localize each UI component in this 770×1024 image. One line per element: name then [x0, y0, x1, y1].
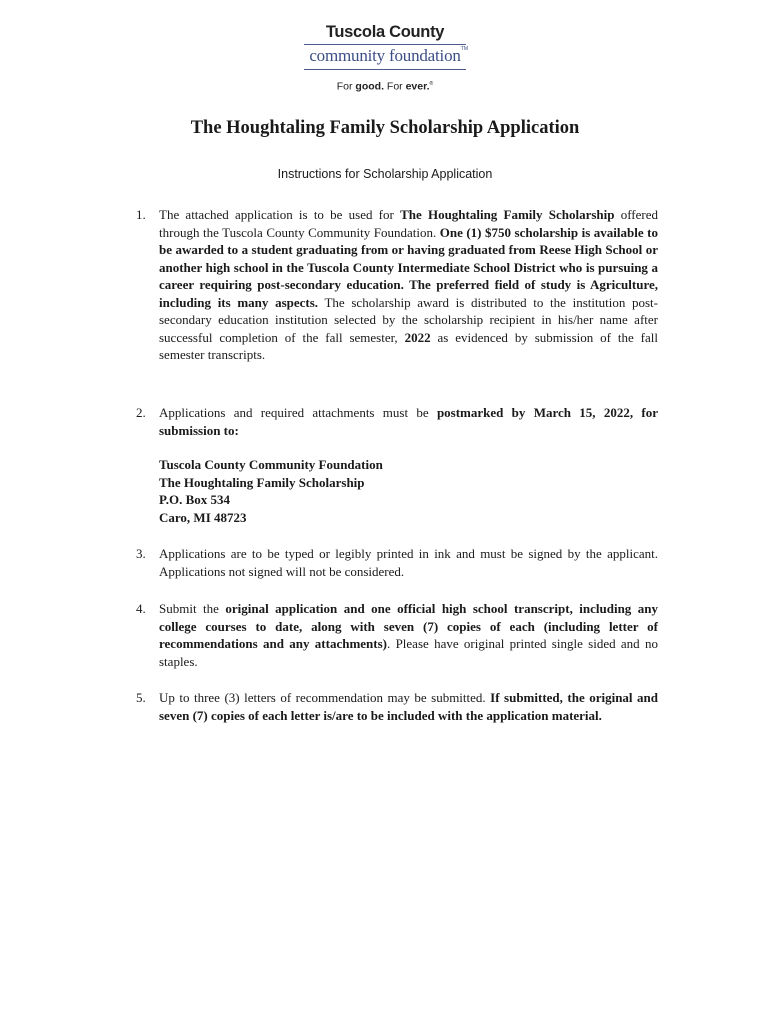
address-line: Caro, MI 48723: [159, 509, 247, 525]
logo-trademark: TM: [460, 46, 468, 52]
list-item-number: 4.: [136, 601, 146, 616]
list-item: [136, 404, 658, 439]
page-title: The Houghtaling Family Scholarship Application: [190, 118, 580, 138]
list-item-number: 5.: [136, 690, 146, 705]
list-item: [136, 689, 658, 724]
logo-tagline: For good. For ever.®: [336, 80, 434, 93]
text-segment: The attached application is to be used for: [159, 207, 401, 222]
text-segment: Applications and required attachments must be: [159, 405, 437, 420]
address-line: P.O. Box 534: [159, 492, 231, 507]
bold-text-segment: 2022: [404, 329, 431, 345]
bold-text-segment: If submitted, the original and seven (7) copies of each letter is/are to be included with the application material.: [159, 690, 658, 723]
list-item-number: 1.: [136, 207, 146, 222]
address-line: The Houghtaling Family Scholarship: [159, 474, 365, 490]
bold-text-segment: One (1) $750 scholarship is available to be awarded to a student graduating from or having graduated from Reese High School or another high school in the Tuscola County Intermediate School District who is pursuing a career requiring post-secondary education. The preferred field of study is Agriculture, including its many aspects.: [159, 224, 658, 310]
list-item-text: [159, 404, 658, 439]
text-segment: offered through the Tuscola County Community Foundation.: [159, 207, 658, 240]
mailing-address: [159, 456, 383, 526]
bold-text-segment: original application and one official high school transcript, including any college courses to date, along with seven (7) copies of each (including letter of recommendations and any attachments): [159, 601, 658, 651]
list-item: [136, 600, 658, 670]
address-line: Tuscola County Community Foundation: [159, 457, 383, 472]
list-item-text: [159, 689, 658, 724]
list-item-text: [159, 600, 658, 670]
text-segment: . Please have original printed single sided and no staples.: [159, 636, 658, 669]
text-segment: Up to three (3) letters of recommendation may be submitted.: [159, 690, 491, 705]
list-item-text: [159, 206, 658, 364]
text-segment: The scholarship award is distributed to the institution post-secondary education institution selected by the scholarship recipient in his/her name after successful completion of the fall semester,: [159, 294, 658, 345]
bold-text-segment: postmarked by March 15, 2022, for submission to:: [159, 405, 658, 438]
bold-text-segment: The Houghtaling Family Scholarship: [400, 207, 615, 222]
instructions-heading: Instructions for Scholarship Application: [277, 167, 493, 181]
text-segment: Applications are to be typed or legibly printed in ink and must be signed by the applicant. Applications not signed will not be considered.: [159, 546, 658, 579]
list-item: [136, 545, 658, 580]
list-item: [136, 206, 658, 364]
logo-subtitle: community foundation: [309, 46, 461, 65]
list-item-number: 3.: [136, 546, 146, 561]
text-segment: Submit the: [159, 601, 226, 616]
logo-title: Tuscola County: [325, 23, 445, 41]
list-item-text: [159, 545, 658, 580]
list-item-number: 2.: [136, 405, 146, 420]
foundation-logo: [300, 22, 470, 93]
text-segment: as evidenced by submission of the fall semester transcripts.: [159, 329, 658, 362]
logo-rule-bottom: [304, 69, 466, 70]
